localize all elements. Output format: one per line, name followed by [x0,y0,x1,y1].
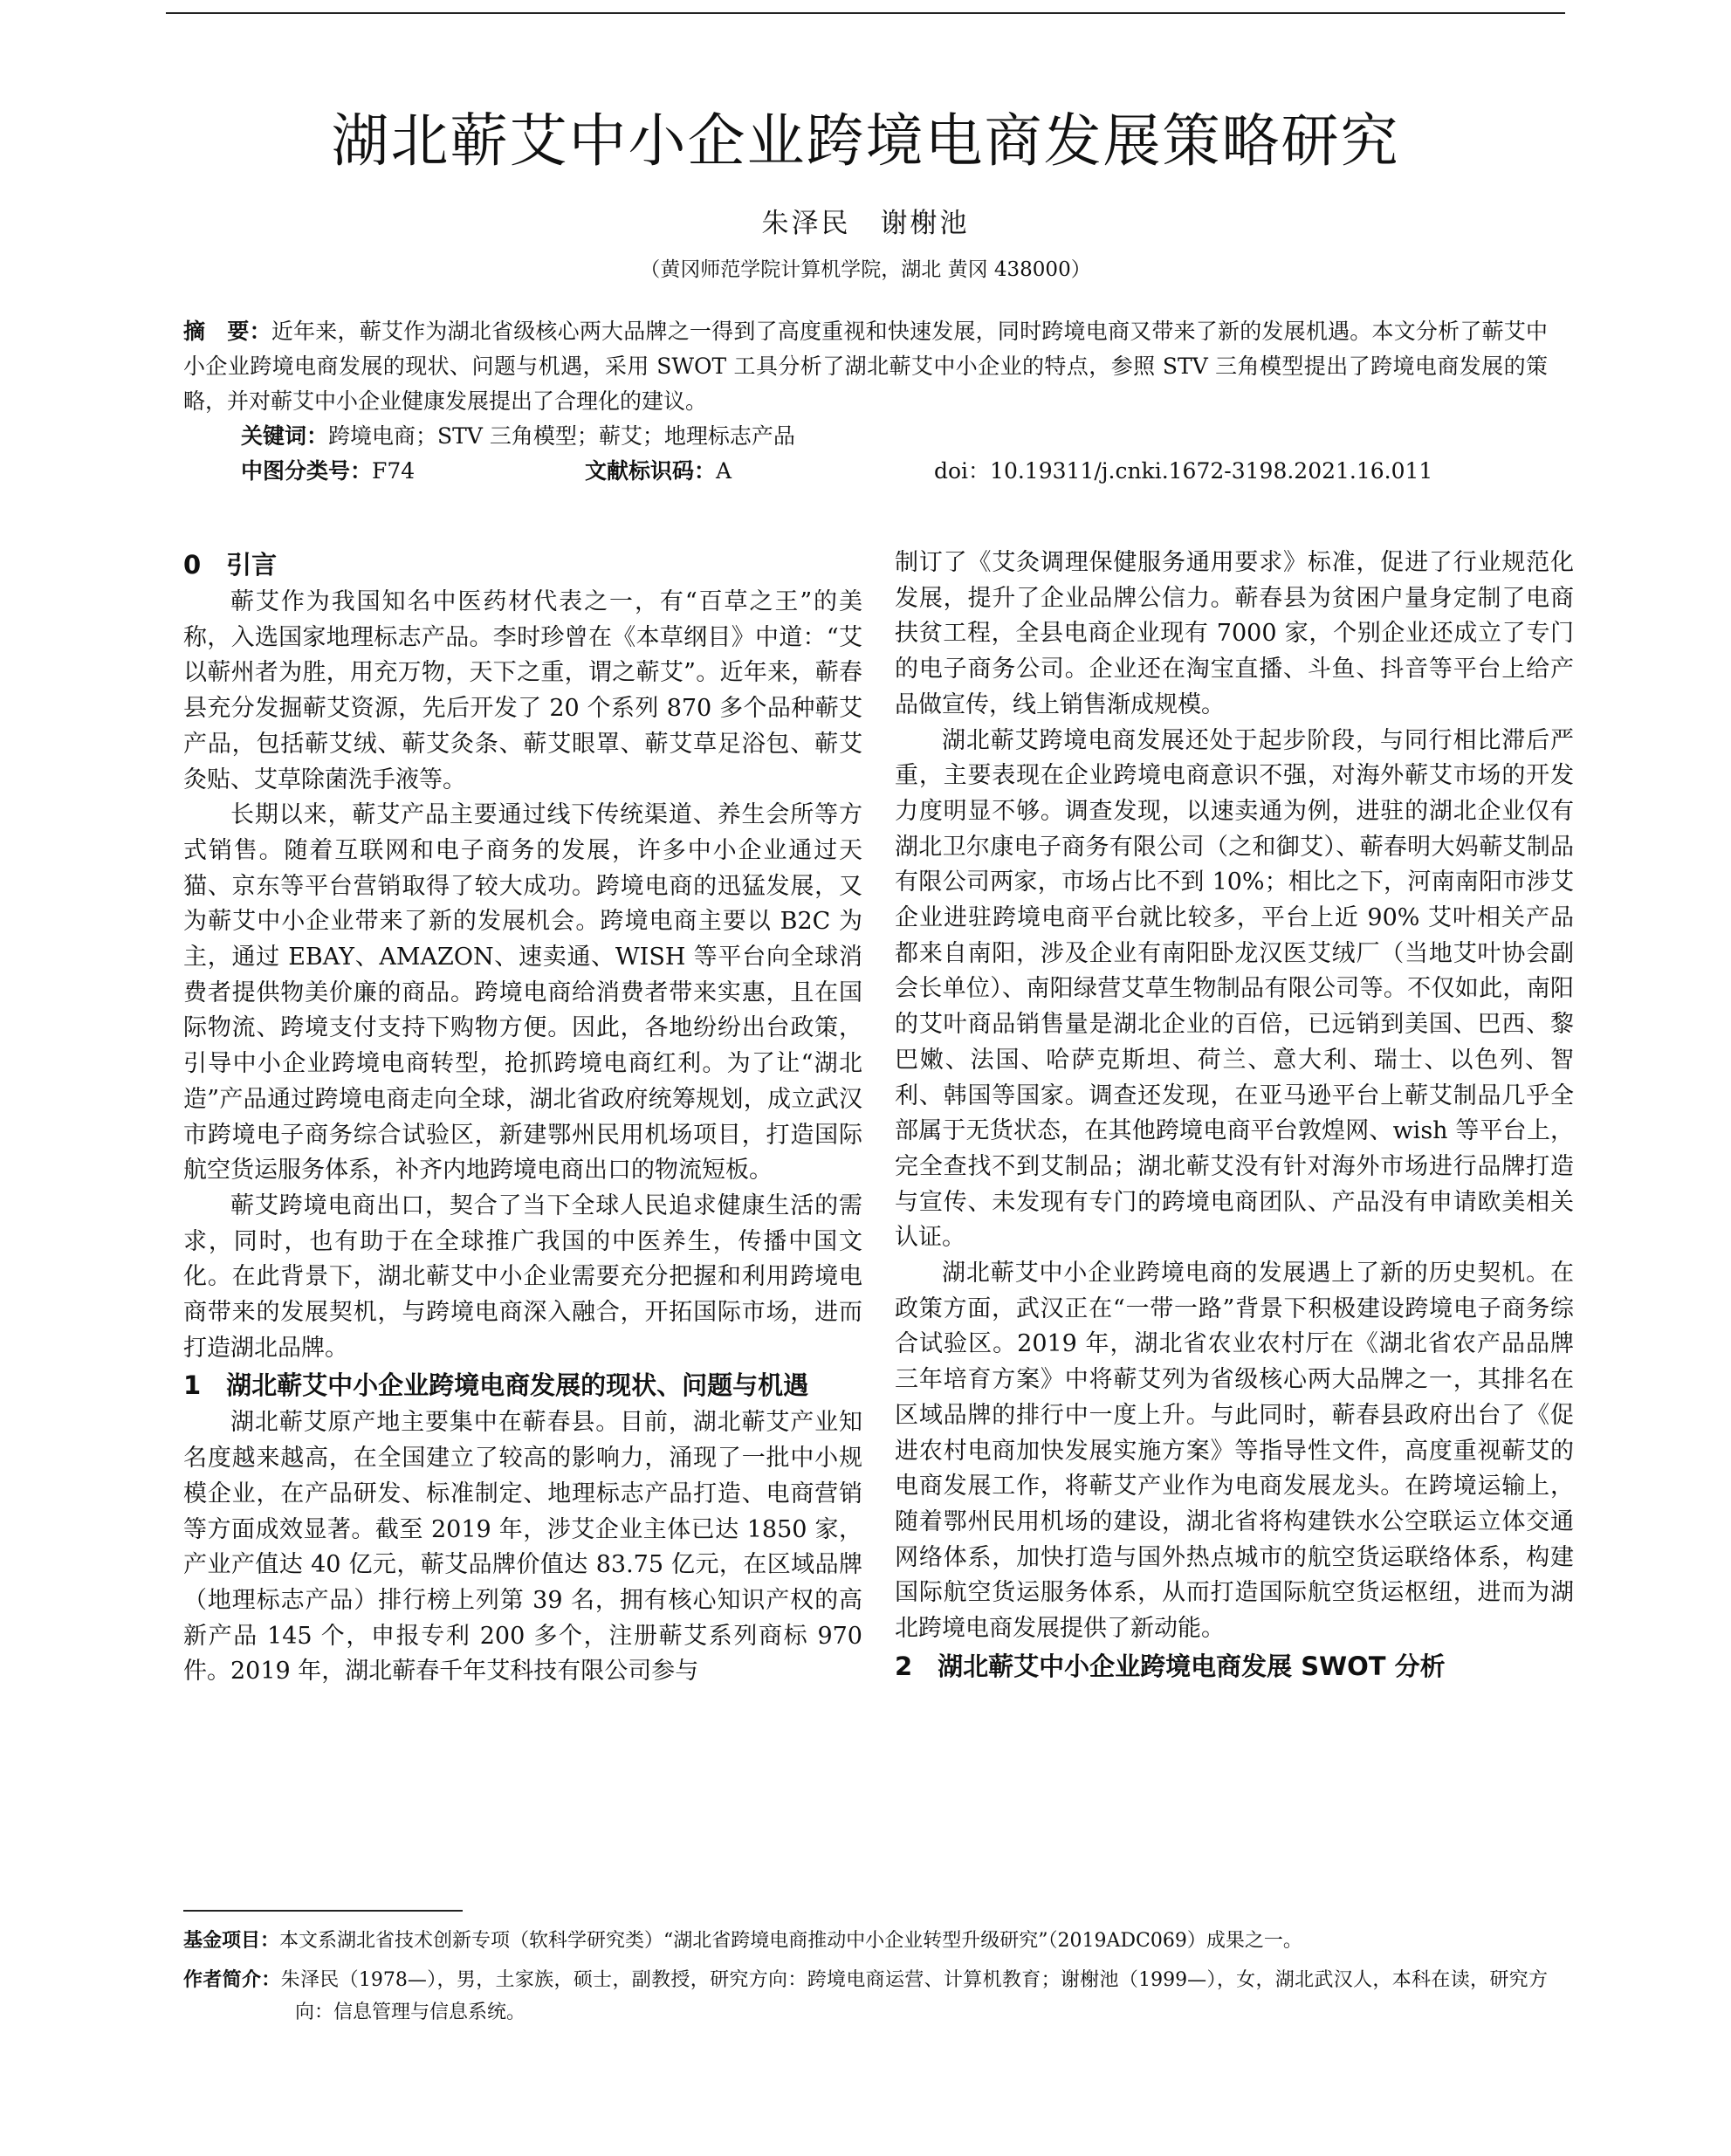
right-column [895,546,1574,1686]
left-column [183,546,862,1690]
footnotes [183,1925,1548,2036]
section-heading-0: 0 引言 [183,550,278,580]
fund-text: 本文系湖北省技术创新专项（软科学研究类）“湖北省跨境电商推动中小企业转型升级研究”（2019ADC069）成果之一。 [279,1930,1302,1952]
paragraph: 蕲艾跨境电商出口，契合了当下全球人民追求健康生活的需求，同时，也有助于在全球推广我国的中医养生，传播中国文化。在此背景下，湖北蕲艾中小企业需要充分把握和利用跨境电商带来的发展契机，与跨境电商深入融合，开拓国际市场，进而打造湖北品牌。 [183,1191,862,1362]
paragraph: 制订了《艾灸调理保健服务通用要求》标准，促进了行业规范化发展，提升了企业品牌公信力。蕲春县为贫困户量身定制了电商扶贫工程，全县电商企业现有 7000 家，个别企业还成立了专门的电子商务公司。企业还在淘宝直播、斗鱼、抖音等平台上给产品做宣传，线上销售渐成规模。 [895,549,1574,718]
front-matter [183,314,1548,491]
author-affiliation: （黄冈师范学院计算机学院，湖北 黄冈 438000） [640,258,1091,281]
classification [241,454,415,489]
footnote-rule [183,1910,463,1912]
paper-title: 湖北蕲艾中小企业跨境电商发展策略研究 [331,107,1400,175]
fund-note [183,1925,1548,1957]
metadata-row [183,454,1548,491]
author-note [183,1964,1548,2029]
doi: doi：10.19311/j.cnki.1672-3198.2021.16.011 [934,458,1433,484]
classification-value: F74 [372,458,416,484]
section-heading-2: 2 湖北蕲艾中小企业跨境电商发展 SWOT 分析 [895,1651,1446,1681]
section-heading-1: 1 湖北蕲艾中小企业跨境电商发展的现状、问题与机遇 [183,1370,809,1401]
paragraph: 湖北蕲艾跨境电商发展还处于起步阶段，与同行相比滞后严重，主要表现在企业跨境电商意识不强，对海外蕲艾市场的开发力度明显不够。调查发现，以速卖通为例，进驻的湖北企业仅有湖北卫尔康电子商务有限公司（之和御艾）、蕲春明大妈蕲艾制品有限公司两家，市场占比不到 10%；相比之下，河南南阳市涉艾企业进驻跨境电商平台就比较多，平台上近 90% 艾叶相关产品都来自南阳，涉及企业有南阳卧龙汉医艾绒厂（当地艾叶协会副会长单位）、南阳绿营艾草生物制品有限公司等。不仅如此，南阳的艾叶商品销售量是湖北企业的百倍，已远销到美国、巴西、黎巴嫩、法国、哈萨克斯坦、荷兰、意大利、瑞士、以色列、智利、韩国等国家。调查还发现，在亚马逊平台上蕲艾制品几乎全部属于无货状态，在其他跨境电商平台敦煌网、wish 等平台上，完全查找不到艾制品；湖北蕲艾没有针对海外市场进行品牌打造与宣传、未发现有专门的跨境电商团队、产品没有申请欧美相关认证。 [895,726,1574,1252]
keywords [183,419,1548,454]
paragraph: 湖北蕲艾中小企业跨境电商的发展遇上了新的历史契机。在政策方面，武汉正在“一带一路”背景下积极建设跨境电子商务综合试验区。2019 年，湖北省农业农村厅在《湖北省农产品品牌三年培育方案》中将蕲艾列为省级核心两大品牌之一，其排名在区域品牌的排行中一度上升。与此同时，蕲春县政府出台了《促进农村电商加快发展实施方案》等指导性文件，高度重视蕲艾的电商发展工作，将蕲艾产业作为电商发展龙头。在跨境运输上，随着鄂州民用机场的建设，湖北省将构建铁水公空联运立体交通网络体系，加快打造与国外热点城市的航空货运联络体系，构建国际航空货运服务体系，从而打造国际航空货运枢纽，进而为湖北跨境电商发展提供了新动能。 [895,1260,1574,1643]
paragraph: 长期以来，蕲艾产品主要通过线下传统渠道、养生会所等方式销售。随着互联网和电子商务的发展，许多中小企业通过天猫、京东等平台营销取得了较大成功。跨境电商的迅猛发展，又为蕲艾中小企业带来了新的发展机会。跨境电商主要以 B2C 为主，通过 EBAY、AMAZON、速卖通、WISH 等平台向全球消费者提供物美价廉的商品。跨境电商给消费者带来实惠，且在国际物流、跨境支付支持下购物方便。因此，各地纷纷出台政策，引导中小企业跨境电商转型，抢抓跨境电商红利。为了让“湖北造”产品通过跨境电商走向全球，湖北省政府统筹规划，成立武汉市跨境电子商务综合试验区，新建鄂州民用机场项目，打造国际航空货运服务体系，补齐内地跨境电商出口的物流短板。 [183,801,862,1184]
classification-label: 中图分类号： [241,458,373,484]
author-bio-text: 朱泽民（1978—），男，土家族，硕士，副教授，研究方向：跨境电商运营、计算机教育；谢榭池（1999—），女，湖北武汉人，本科在读，研究方向：信息管理与信息系统。 [280,1969,1548,2023]
document-code-label: 文献标识码： [585,458,717,484]
paragraph: 蕲艾作为我国知名中医药材代表之一，有“百草之王”的美称，入选国家地理标志产品。李时珍曾在《本草纲目》中道：“艾以蕲州者为胜，用充万物，天下之重，谓之蕲艾”。近年来，蕲春县充分发掘蕲艾资源，先后开发了 20 个系列 870 多个品种蕲艾产品，包括蕲艾绒、蕲艾灸条、蕲艾眼罩、蕲艾草足浴包、蕲艾灸贴、艾草除菌洗手液等。 [183,588,862,793]
paragraph: 湖北蕲艾原产地主要集中在蕲春县。目前，湖北蕲艾产业知名度越来越高，在全国建立了较高的影响力，涌现了一批中小规模企业，在产品研发、标准制定、地理标志产品打造、电商营销等方面成效显著。截至 2019 年，涉艾企业主体已达 1850 家，产业产值达 40 亿元，蕲艾品牌价值达 83.75 亿元，在区域品牌（地理标志产品）排行榜上列第 39 名，拥有核心知识产权的高新产品 145 个，申报专利 200 多个，注册蕲艾系列商标 970 件。2019 年，湖北蕲春千年艾科技有限公司参与 [183,1409,862,1686]
document-code [585,454,732,489]
author-names: 朱泽民 谢榭池 [761,208,970,239]
abstract-label: 摘 要： [183,319,271,344]
document-code-value: A [716,458,732,484]
author-bio-label: 作者简介： [183,1969,281,1991]
abstract-text: 近年来，蕲艾作为湖北省级核心两大品牌之一得到了高度重视和快速发展，同时跨境电商又带来了新的发展机遇。本文分析了蕲艾中小企业跨境电商发展的现状、问题与机遇，采用 SWOT 工具分析了湖北蕲艾中小企业的特点，参照 STV 三角模型提出了跨境电商发展的策略，并对蕲艾中小企业健康发展提出了合理化的建议。 [183,319,1548,414]
keywords-text: 跨境电商；STV 三角模型；蕲艾；地理标志产品 [328,423,795,449]
header-rule [166,12,1565,14]
keywords-label: 关键词： [241,423,329,449]
abstract [183,314,1548,419]
fund-label: 基金项目： [183,1930,280,1952]
